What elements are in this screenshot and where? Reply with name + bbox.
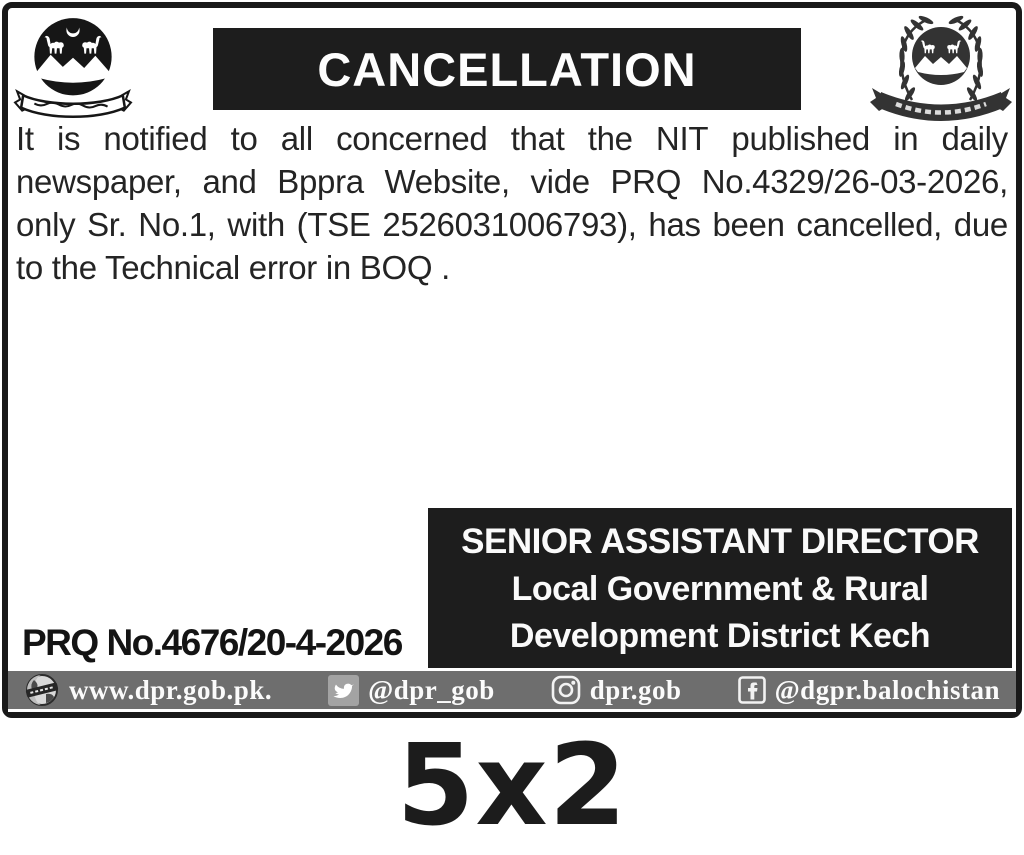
page-title: CANCELLATION: [317, 42, 697, 96]
footer-facebook: [738, 675, 1000, 706]
notice-line-1: It is notified to all concerned that the NIT published in daily: [16, 120, 1008, 157]
footer-website: [24, 672, 272, 708]
ad-size-label: 5x2: [396, 721, 628, 851]
globe-icon: [24, 672, 60, 708]
footer-twitter: [328, 675, 495, 706]
ad-frame: [2, 2, 1022, 718]
signatory-department-line1: Local Government & Rural: [511, 570, 929, 608]
dgpr-balochistan-logo: [866, 14, 1016, 134]
footer-website-text: www.dpr.gob.pk.: [69, 674, 273, 705]
facebook-icon: [738, 676, 766, 704]
footer-instagram: [551, 675, 682, 706]
notice-body: [16, 120, 1008, 292]
signatory-block: [428, 508, 1012, 670]
footer-instagram-name: dpr.gob: [589, 674, 682, 705]
balochistan-crest-icon: [12, 14, 134, 128]
instagram-icon: [551, 675, 581, 705]
dgpr-crest-icon: [866, 14, 1016, 134]
signatory-department-line2: Development District Kech: [509, 617, 931, 655]
prq-number: PRQ No.4676/20-4-2026: [22, 622, 402, 663]
signatory-designation: SENIOR ASSISTANT DIRECTOR: [461, 522, 979, 561]
title-bar: [213, 28, 801, 110]
footer-twitter-handle: @dpr_gob: [368, 674, 495, 705]
notice-line-3: only Sr. No.1, with (TSE 2526031006793), has been cancelled, due: [16, 206, 1008, 243]
footer-facebook-handle: @dgpr.balochistan: [774, 674, 1000, 705]
notice-line-2: newspaper, and Bppra Website, vide PRQ No.4329/26-03-2026,: [16, 163, 1008, 200]
social-footer: [8, 668, 1016, 712]
twitter-bird-icon: [328, 675, 359, 706]
government-of-balochistan-logo: [12, 14, 134, 128]
notice-line-4: to the Technical error in BOQ .: [16, 249, 450, 286]
